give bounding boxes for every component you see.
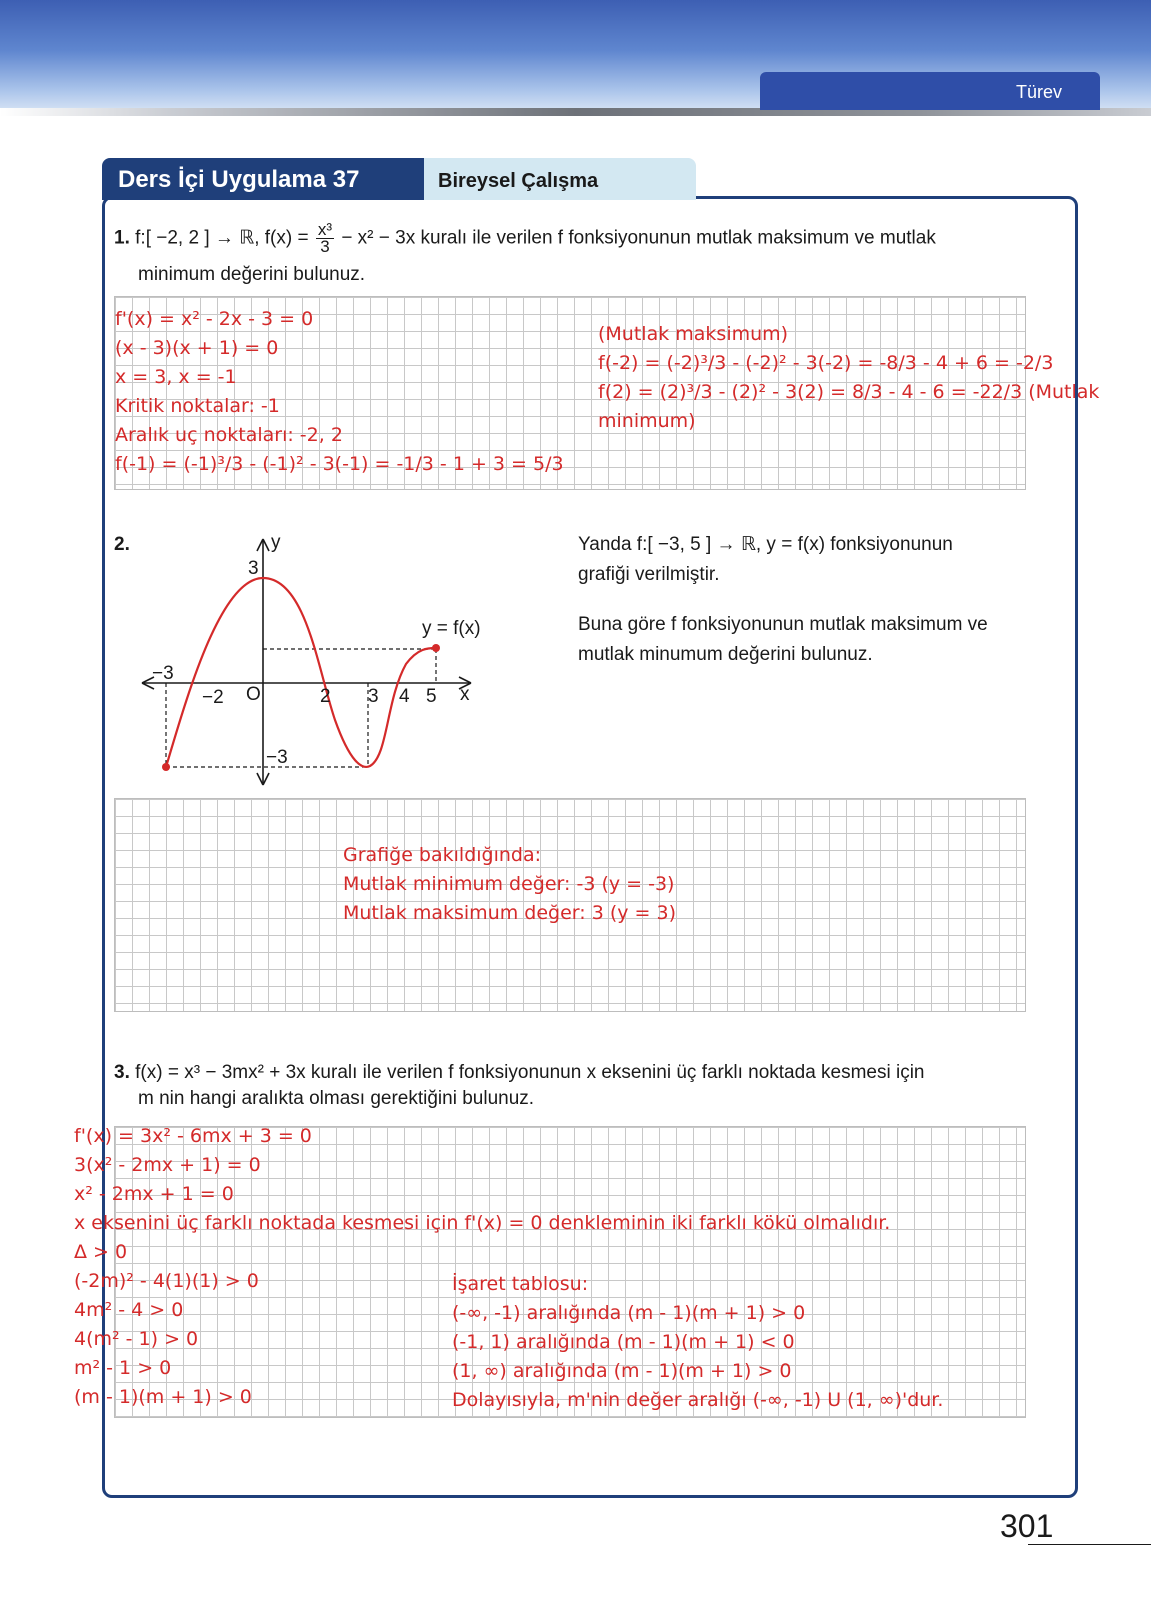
answer-line: İşaret tablosu:	[452, 1273, 589, 1295]
question-3-line2: m nin hangi aralıkta olması gerektiğini bulunuz.	[138, 1088, 535, 1109]
question-text: mutlak minumum değerini bulunuz.	[578, 644, 873, 665]
answer-line: (-2m)² - 4(1)(1) > 0	[74, 1270, 259, 1292]
answer-line: f'(x) = x² - 2x - 3 = 0	[115, 308, 314, 330]
x-tick-label: 5	[426, 686, 437, 707]
function-graph	[130, 530, 490, 794]
endpoint-right	[432, 644, 440, 652]
y-axis-arrow	[257, 539, 263, 551]
x-axis-label: x	[460, 684, 470, 705]
answer-line: (-1, 1) aralığında (m - 1)(m + 1) < 0	[452, 1331, 795, 1353]
answer-line: 3(x² - 2mx + 1) = 0	[74, 1154, 261, 1176]
origin-label: O	[246, 684, 261, 705]
y-axis-arrow	[263, 773, 269, 785]
answer-line: Mutlak maksimum değer: 3 (y = 3)	[343, 902, 676, 924]
handwritten-answer-2	[343, 841, 676, 928]
y-axis-arrow	[257, 773, 263, 785]
fraction-numerator: x³	[317, 220, 333, 239]
chapter-title: Türev	[1015, 82, 1062, 102]
question-text: f:[ −2, 2 ] → ℝ, f(x) =	[135, 227, 309, 249]
y-tick-label: 3	[248, 558, 259, 579]
question-text: f(x) = x³ − 3mx² + 3x kuralı ile verilen f fonksiyonunun x eksenini üç farklı noktada kesmesi için	[135, 1062, 925, 1083]
answer-line: f(-2) = (-2)³/3 - (-2)² - 3(-2) = -8/3 - 4 + 6 = -2/3	[598, 352, 1054, 374]
answer-line: (1, ∞) aralığında (m - 1)(m + 1) > 0	[452, 1360, 792, 1382]
question-text: Buna göre f fonksiyonunun mutlak maksimum ve	[578, 614, 988, 635]
answer-line: Aralık uç noktaları: -2, 2	[115, 424, 343, 446]
question-1-line2: minimum değerini bulunuz.	[138, 264, 366, 285]
answer-line: (m - 1)(m + 1) > 0	[74, 1386, 252, 1408]
x-tick-label: −2	[202, 687, 224, 708]
function-curve	[166, 578, 436, 767]
page-number-rule	[1028, 1544, 1151, 1545]
handwritten-answer-3-right	[452, 1270, 943, 1415]
y-tick-label: −3	[266, 747, 288, 768]
fraction	[316, 222, 334, 255]
answer-line: Grafiğe bakıldığında:	[343, 844, 542, 866]
question-text: grafiği verilmiştir.	[578, 564, 720, 585]
x-tick-label: 4	[399, 686, 410, 707]
x-axis-right-arrow	[459, 677, 471, 683]
answer-line: f(-1) = (-1)³/3 - (-1)² - 3(-1) = -1/3 - 1 + 3 = 5/3	[115, 453, 564, 475]
answer-line: (Mutlak maksimum)	[598, 323, 789, 345]
question-number: 1.	[114, 227, 130, 249]
chapter-tab	[760, 72, 1100, 110]
handwritten-answer-1-right	[598, 320, 1099, 436]
answer-line: Dolayısıyla, m'nin değer aralığı (-∞, -1) U (1, ∞)'dur.	[452, 1389, 944, 1411]
box-title: Ders İçi Uygulama 37	[102, 158, 424, 200]
answer-line: Kritik noktalar: -1	[115, 395, 280, 417]
answer-line: f'(x) = 3x² - 6mx + 3 = 0	[74, 1125, 312, 1147]
answer-line: Mutlak minimum değer: -3 (y = -3)	[343, 873, 675, 895]
question-number: 3.	[114, 1062, 130, 1083]
answer-line: x = 3, x = -1	[115, 366, 237, 388]
answer-line: f(2) = (2)³/3 - (2)² - 3(2) = 8/3 - 4 - 6 = -22/3 (Mutlak	[598, 381, 1100, 403]
answer-line: 4m² - 4 > 0	[74, 1299, 184, 1321]
answer-line: x² - 2mx + 1 = 0	[74, 1183, 234, 1205]
y-axis-label: y	[271, 532, 281, 553]
answer-line: x eksenini üç farklı noktada kesmesi için f'(x) = 0 denkleminin iki farklı kökü olmalıdır.	[74, 1212, 891, 1234]
fraction-denominator: 3	[320, 237, 330, 256]
question-text: Yanda f:[ −3, 5 ] → ℝ, y = f(x) fonksiyonunun	[578, 534, 953, 555]
question-number: 2.	[114, 534, 130, 555]
page-number: 301	[1000, 1508, 1054, 1544]
x-tick-label: −3	[152, 663, 174, 684]
question-text: − x² − 3x kuralı ile verilen f fonksiyonunun mutlak maksimum ve mutlak	[341, 227, 936, 249]
answer-line: (-∞, -1) aralığında (m - 1)(m + 1) > 0	[452, 1302, 806, 1324]
handwritten-answer-1-left	[115, 305, 564, 479]
y-axis-arrow	[263, 539, 269, 551]
question-2-text	[578, 530, 1038, 670]
answer-line: (x - 3)(x + 1) = 0	[115, 337, 279, 359]
endpoint-left	[162, 763, 170, 771]
question-1	[114, 222, 1054, 255]
answer-line: m² - 1 > 0	[74, 1357, 172, 1379]
answer-line: Δ > 0	[74, 1241, 128, 1263]
box-subtitle: Bireysel Çalışma	[424, 158, 696, 200]
answer-line: 4(m² - 1) > 0	[74, 1328, 199, 1350]
function-label: y = f(x)	[422, 618, 481, 639]
x-tick-label: 3	[368, 686, 379, 707]
x-tick-label: 2	[320, 686, 331, 707]
answer-line: minimum)	[598, 410, 696, 432]
